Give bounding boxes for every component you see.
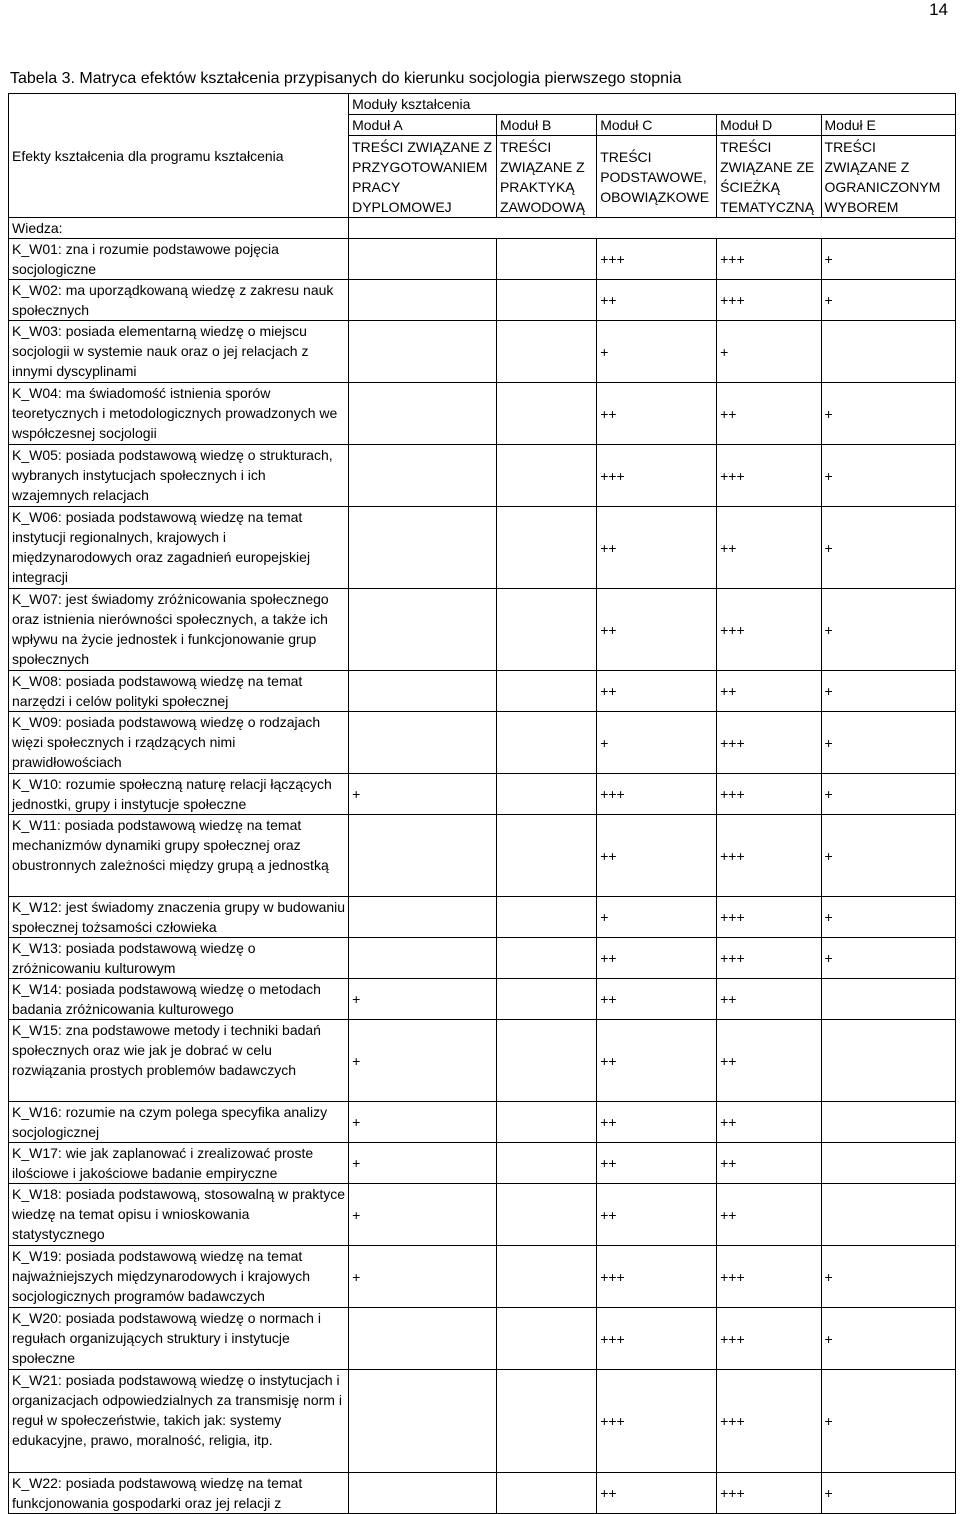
module-b-mark	[496, 280, 596, 321]
module-c-mark: ++	[597, 1184, 717, 1246]
table-row	[9, 1143, 956, 1184]
module-c-mark: ++	[597, 979, 717, 1020]
module-a-desc: TREŚCI ZWIĄZANE Z PRZYGOTOWANIEM PRACY DYPLOMOWEJ	[349, 136, 497, 218]
module-b-mark	[496, 815, 596, 897]
module-b-mark	[496, 1308, 596, 1370]
module-a-mark	[349, 589, 497, 671]
module-c-desc: TREŚCI PODSTAWOWE, OBOWIĄZKOWE	[597, 136, 717, 218]
module-d-mark: +++	[717, 239, 821, 280]
module-c-mark: +++	[597, 1308, 717, 1370]
module-d-mark: +++	[717, 1473, 821, 1514]
module-d-mark: +++	[717, 1308, 821, 1370]
module-b-mark	[496, 712, 596, 774]
module-d-mark: +	[717, 321, 821, 383]
module-d-mark: ++	[717, 383, 821, 445]
table-row	[9, 445, 956, 507]
module-a-mark	[349, 445, 497, 507]
table-row	[9, 1246, 956, 1308]
module-b-mark	[496, 1473, 596, 1514]
section-label: Wiedza:	[9, 218, 349, 239]
module-e-desc: TREŚCI ZWIĄZANE Z OGRANICZONYM WYBOREM	[821, 136, 955, 218]
section-spacer	[349, 218, 956, 239]
module-a-mark: +	[349, 1246, 497, 1308]
module-a-mark	[349, 239, 497, 280]
table-row	[9, 1370, 956, 1473]
effect-description: K_W06: posiada podstawową wiedzę na temat instytucji regionalnych, krajowych i międzynarodowych oraz zagadnień europejskiej integracji	[9, 507, 349, 589]
table-row	[9, 774, 956, 815]
table-row	[9, 507, 956, 589]
effect-description: K_W18: posiada podstawową, stosowalną w praktyce wiedzę na temat opisu i wnioskowania statystycznego	[9, 1184, 349, 1246]
effects-header: Efekty kształcenia dla programu kształcenia	[9, 94, 349, 218]
effect-description: K_W07: jest świadomy zróżnicowania społecznego oraz istnienia nierówności społecznych, a także ich wpływu na życie jednostek i funkcjonowanie grup społecznych	[9, 589, 349, 671]
module-a-mark: +	[349, 1143, 497, 1184]
effect-description: K_W14: posiada podstawową wiedzę o metodach badania zróżnicowania kulturowego	[9, 979, 349, 1020]
table-row	[9, 383, 956, 445]
module-b-mark	[496, 938, 596, 979]
module-e-mark	[821, 1184, 955, 1246]
effects-rows	[9, 239, 956, 1514]
module-a-mark: +	[349, 1102, 497, 1143]
module-a-mark	[349, 897, 497, 938]
module-c-mark: ++	[597, 1143, 717, 1184]
effect-description: K_W05: posiada podstawową wiedzę o strukturach, wybranych instytucjach społecznych i ich wzajemnych relacjach	[9, 445, 349, 507]
effect-description: K_W15: zna podstawowe metody i techniki badań społecznych oraz wie jak je dobrać w celu rozwiązania prostych problemów badawczych	[9, 1020, 349, 1102]
effect-description: K_W08: posiada podstawową wiedzę na temat narzędzi i celów polityki społecznej	[9, 671, 349, 712]
table-row	[9, 1102, 956, 1143]
module-b-mark	[496, 1020, 596, 1102]
module-b-mark	[496, 321, 596, 383]
module-b-mark	[496, 239, 596, 280]
module-d-mark: +++	[717, 280, 821, 321]
table-row	[9, 1473, 956, 1514]
module-c-mark: ++	[597, 815, 717, 897]
module-c-mark: ++	[597, 1102, 717, 1143]
module-e-mark	[821, 321, 955, 383]
module-c-mark: +++	[597, 445, 717, 507]
table-row	[9, 1184, 956, 1246]
module-e-mark	[821, 1020, 955, 1102]
module-c-mark: ++	[597, 1473, 717, 1514]
module-e-mark: +	[821, 383, 955, 445]
module-d-mark: +++	[717, 938, 821, 979]
table-caption: Tabela 3. Matryca efektów kształcenia przypisanych do kierunku socjologia pierwszego stopnia	[10, 70, 682, 87]
module-a-mark	[349, 671, 497, 712]
module-a-mark	[349, 507, 497, 589]
module-c-mark: ++	[597, 671, 717, 712]
module-c-mark: ++	[597, 589, 717, 671]
effect-description: K_W09: posiada podstawową wiedzę o rodzajach więzi społecznych i rządzących nimi prawidłowościach	[9, 712, 349, 774]
effect-description: K_W12: jest świadomy znaczenia grupy w budowaniu społecznej tożsamości człowieka	[9, 897, 349, 938]
module-b-mark	[496, 1184, 596, 1246]
module-e-mark: +	[821, 507, 955, 589]
module-e-mark: +	[821, 671, 955, 712]
module-b-mark	[496, 897, 596, 938]
effect-description: K_W22: posiada podstawową wiedzę na temat funkcjonowania gospodarki oraz jej relacji z	[9, 1473, 349, 1514]
module-d-mark: +++	[717, 589, 821, 671]
module-d-mark: ++	[717, 507, 821, 589]
module-b-mark	[496, 383, 596, 445]
module-b-mark	[496, 671, 596, 712]
module-e-mark: +	[821, 897, 955, 938]
module-c-mark: +	[597, 321, 717, 383]
table-row	[9, 712, 956, 774]
effect-description: K_W17: wie jak zaplanować i zrealizować proste ilościowe i jakościowe badanie empiryczne	[9, 1143, 349, 1184]
module-d-desc: TREŚCI ZWIĄZANE ZE ŚCIEŻKĄ TEMATYCZNĄ	[717, 136, 821, 218]
table-row	[9, 1308, 956, 1370]
module-a-mark: +	[349, 979, 497, 1020]
module-c-mark: +++	[597, 774, 717, 815]
module-e-mark: +	[821, 1370, 955, 1473]
module-d-mark: ++	[717, 979, 821, 1020]
module-e-mark: +	[821, 1246, 955, 1308]
module-d-mark: +++	[717, 1370, 821, 1473]
module-b-mark	[496, 589, 596, 671]
module-e-mark	[821, 979, 955, 1020]
module-d-mark: ++	[717, 1143, 821, 1184]
modules-header: Moduły kształcenia	[349, 94, 956, 115]
module-d-mark: +++	[717, 712, 821, 774]
module-e-mark: +	[821, 815, 955, 897]
table-row	[9, 938, 956, 979]
module-e-mark: +	[821, 1473, 955, 1514]
module-b-mark	[496, 1370, 596, 1473]
module-b-mark	[496, 1246, 596, 1308]
effect-description: K_W19: posiada podstawową wiedzę na temat najważniejszych międzynarodowych i krajowych socjologicznych programów badawczych	[9, 1246, 349, 1308]
module-e-mark: +	[821, 239, 955, 280]
module-d-mark: +++	[717, 897, 821, 938]
module-c-mark: +++	[597, 1370, 717, 1473]
effect-description: K_W11: posiada podstawową wiedzę na temat mechanizmów dynamiki grupy społecznej oraz obustronnych zależności między grupą a jednostką	[9, 815, 349, 897]
module-b-mark	[496, 979, 596, 1020]
module-b-mark	[496, 1143, 596, 1184]
module-a-mark	[349, 321, 497, 383]
table-row	[9, 321, 956, 383]
module-c-name: Moduł C	[597, 115, 717, 136]
module-c-mark: ++	[597, 280, 717, 321]
module-c-mark: ++	[597, 383, 717, 445]
module-e-mark: +	[821, 445, 955, 507]
module-d-mark: ++	[717, 1184, 821, 1246]
table-row	[9, 280, 956, 321]
table-row	[9, 1020, 956, 1102]
effect-description: K_W01: zna i rozumie podstawowe pojęcia socjologiczne	[9, 239, 349, 280]
module-c-mark: ++	[597, 938, 717, 979]
effect-description: K_W21: posiada podstawową wiedzę o instytucjach i organizacjach odpowiedzialnych za transmisję norm i reguł w społeczeństwie, takich jak: systemy edukacyjne, prawo, moralność, religia, itp.	[9, 1370, 349, 1473]
module-a-mark	[349, 938, 497, 979]
module-e-mark: +	[821, 1308, 955, 1370]
module-d-mark: +++	[717, 774, 821, 815]
module-c-mark: +++	[597, 1246, 717, 1308]
module-e-mark: +	[821, 938, 955, 979]
module-a-mark	[349, 1370, 497, 1473]
module-a-mark	[349, 280, 497, 321]
module-d-mark: ++	[717, 1102, 821, 1143]
module-a-mark: +	[349, 774, 497, 815]
module-b-desc: TREŚCI ZWIĄZANE Z PRAKTYKĄ ZAWODOWĄ	[496, 136, 596, 218]
module-d-name: Moduł D	[717, 115, 821, 136]
table-row	[9, 815, 956, 897]
module-d-mark: ++	[717, 671, 821, 712]
effect-description: K_W02: ma uporządkowaną wiedzę z zakresu nauk społecznych	[9, 280, 349, 321]
module-a-mark: +	[349, 1020, 497, 1102]
module-d-mark: +++	[717, 1246, 821, 1308]
effect-description: K_W10: rozumie społeczną naturę relacji łączących jednostki, grupy i instytucje społeczne	[9, 774, 349, 815]
effect-description: K_W03: posiada elementarną wiedzę o miejscu socjologii w systemie nauk oraz o jej relacjach z innymi dyscyplinami	[9, 321, 349, 383]
module-a-mark	[349, 1308, 497, 1370]
module-a-mark: +	[349, 1184, 497, 1246]
module-c-mark: ++	[597, 1020, 717, 1102]
module-e-mark: +	[821, 774, 955, 815]
table-row	[9, 979, 956, 1020]
effect-description: K_W13: posiada podstawową wiedzę o zróżnicowaniu kulturowym	[9, 938, 349, 979]
module-e-mark	[821, 1143, 955, 1184]
module-e-name: Moduł E	[821, 115, 955, 136]
table-row	[9, 671, 956, 712]
module-a-mark	[349, 383, 497, 445]
effect-description: K_W04: ma świadomość istnienia sporów teoretycznych i metodologicznych prowadzonych we współczesnej socjologii	[9, 383, 349, 445]
module-e-mark	[821, 1102, 955, 1143]
effects-matrix-table	[8, 93, 956, 1514]
table-row	[9, 589, 956, 671]
module-e-mark: +	[821, 589, 955, 671]
effect-description: K_W16: rozumie na czym polega specyfika analizy socjologicznej	[9, 1102, 349, 1143]
table-row	[9, 239, 956, 280]
module-c-mark: +	[597, 897, 717, 938]
module-c-mark: +++	[597, 239, 717, 280]
module-a-mark	[349, 712, 497, 774]
module-a-mark	[349, 1473, 497, 1514]
module-b-name: Moduł B	[496, 115, 596, 136]
module-d-mark: +++	[717, 445, 821, 507]
module-c-mark: ++	[597, 507, 717, 589]
module-c-mark: +	[597, 712, 717, 774]
module-b-mark	[496, 774, 596, 815]
module-a-name: Moduł A	[349, 115, 497, 136]
page-number: 14	[929, 0, 948, 19]
module-e-mark: +	[821, 712, 955, 774]
module-e-mark: +	[821, 280, 955, 321]
module-b-mark	[496, 1102, 596, 1143]
table-row	[9, 897, 956, 938]
module-d-mark: +++	[717, 815, 821, 897]
module-b-mark	[496, 507, 596, 589]
module-b-mark	[496, 445, 596, 507]
module-a-mark	[349, 815, 497, 897]
module-d-mark: ++	[717, 1020, 821, 1102]
effect-description: K_W20: posiada podstawową wiedzę o normach i regułach organizujących struktury i instytucje społeczne	[9, 1308, 349, 1370]
